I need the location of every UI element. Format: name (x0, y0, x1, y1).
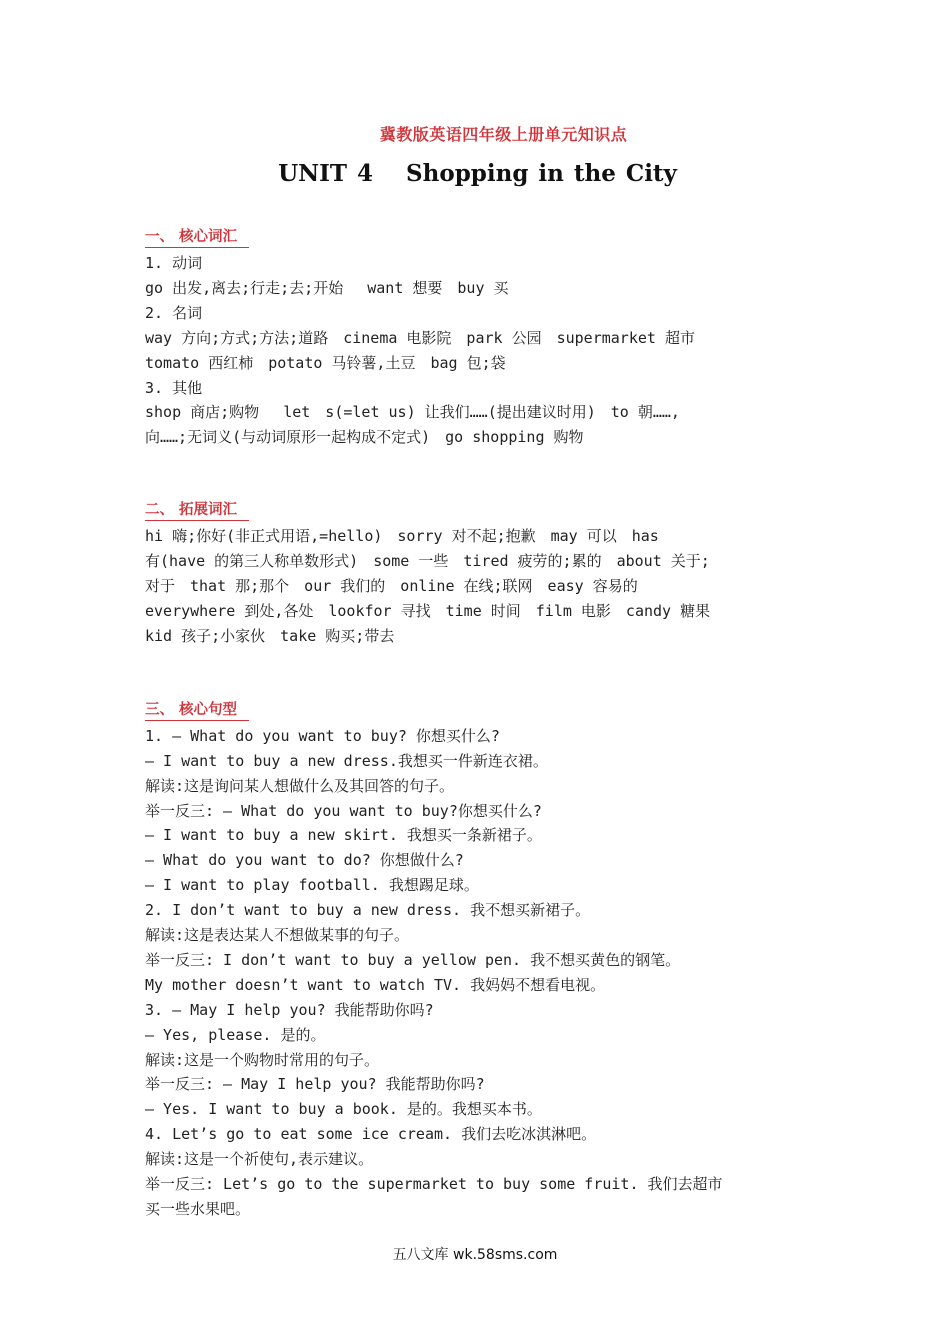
text-line: — I want to buy a new skirt. 我想买一条新裙子。 (145, 826, 542, 845)
document-title: UNIT 4 Shopping in the City (278, 160, 677, 187)
text-line: — What do you want to do? 你想做什么? (145, 851, 464, 870)
document-page (145, 122, 810, 1222)
section-core-vocabulary (145, 226, 810, 450)
text-line: 4. Let’s go to eat some ice cream. 我们去吃冰淇淋吧。 (145, 1125, 597, 1144)
text-line: shop 商店;购物 let s(=let us) 让我们……(提出建议时用) to 朝……, (145, 403, 680, 422)
text-line: hi 嗨;你好(非正式用语,=hello) sorry 对不起;抱歉 may 可以 has (145, 527, 659, 546)
text-line: everywhere 到处,各处 lookfor 寻找 time 时间 film 电影 candy 糖果 (145, 601, 711, 620)
section-heading-core-sentences: 三、 核心句型 (145, 700, 249, 721)
text-line: 举一反三: Let’s go to the supermarket to buy some fruit. 我们去超市 (145, 1175, 723, 1194)
text-line: 1. — What do you want to buy? 你想买什么? (145, 726, 500, 745)
section-spacer (145, 649, 810, 699)
text-line: 有(have 的第三人称单数形式) some 一些 tired 疲劳的;累的 about 关于; (145, 552, 710, 571)
text-line: My mother doesn’t want to watch TV. 我妈妈不想看电视。 (145, 975, 606, 994)
section-heading-core-vocabulary: 一、 核心词汇 (145, 227, 249, 248)
text-line: 举一反三: I don’t want to buy a yellow pen. 我不想买黄色的钢笔。 (145, 950, 681, 969)
text-line: kid 孩子;小家伙 take 购买;带去 (145, 626, 395, 645)
section-heading-extended-vocabulary: 二、 拓展词汇 (145, 500, 249, 521)
section-core-sentences (145, 699, 810, 1222)
text-line: way 方向;方式;方法;道路 cinema 电影院 park 公园 supermarket 超市 (145, 328, 695, 347)
section-extended-vocabulary (145, 499, 810, 649)
text-line: 对于 that 那;那个 our 我们的 online 在线;联网 easy 容易的 (145, 577, 638, 596)
text-line: — I want to play football. 我想踢足球。 (145, 876, 479, 895)
text-line: 向……;无词义(与动词原形一起构成不定式) go shopping 购物 (145, 428, 584, 447)
text-line: 2. I don’t want to buy a new dress. 我不想买新裙子。 (145, 901, 591, 920)
text-line: go 出发,离去;行走;去;开始 want 想要 buy 买 (145, 278, 509, 297)
text-line: 3. — May I help you? 我能帮助你吗? (145, 1000, 434, 1019)
text-line: 1. 动词 (145, 254, 203, 272)
page-footer: 五八文库 wk.58sms.com (392, 1247, 558, 1263)
text-line: 解读:这是一个祈使句,表示建议。 (145, 1150, 374, 1169)
text-line: 买一些水果吧。 (145, 1200, 251, 1218)
text-line: 3. 其他 (145, 378, 203, 397)
text-line: 2. 名词 (145, 303, 203, 322)
text-line: — Yes, please. 是的。 (145, 1025, 326, 1044)
document-subtitle: 冀教版英语四年级上册单元知识点 (379, 125, 628, 144)
text-line: 解读:这是表达某人不想做某事的句子。 (145, 926, 410, 945)
text-line: — Yes. I want to buy a book. 是的。我想买本书。 (145, 1100, 542, 1119)
section-spacer (145, 450, 810, 499)
text-line: 举一反三: — May I help you? 我能帮助你吗? (145, 1075, 485, 1094)
text-line: — I want to buy a new dress.我想买一件新连衣裙。 (145, 751, 548, 770)
text-line: 解读:这是询问某人想做什么及其回答的句子。 (145, 776, 455, 795)
text-line: tomato 西红柿 potato 马铃薯,土豆 bag 包;袋 (145, 353, 506, 372)
text-line: 解读:这是一个购物时常用的句子。 (145, 1050, 380, 1069)
text-line: 举一反三: — What do you want to buy?你想买什么? (145, 801, 542, 820)
